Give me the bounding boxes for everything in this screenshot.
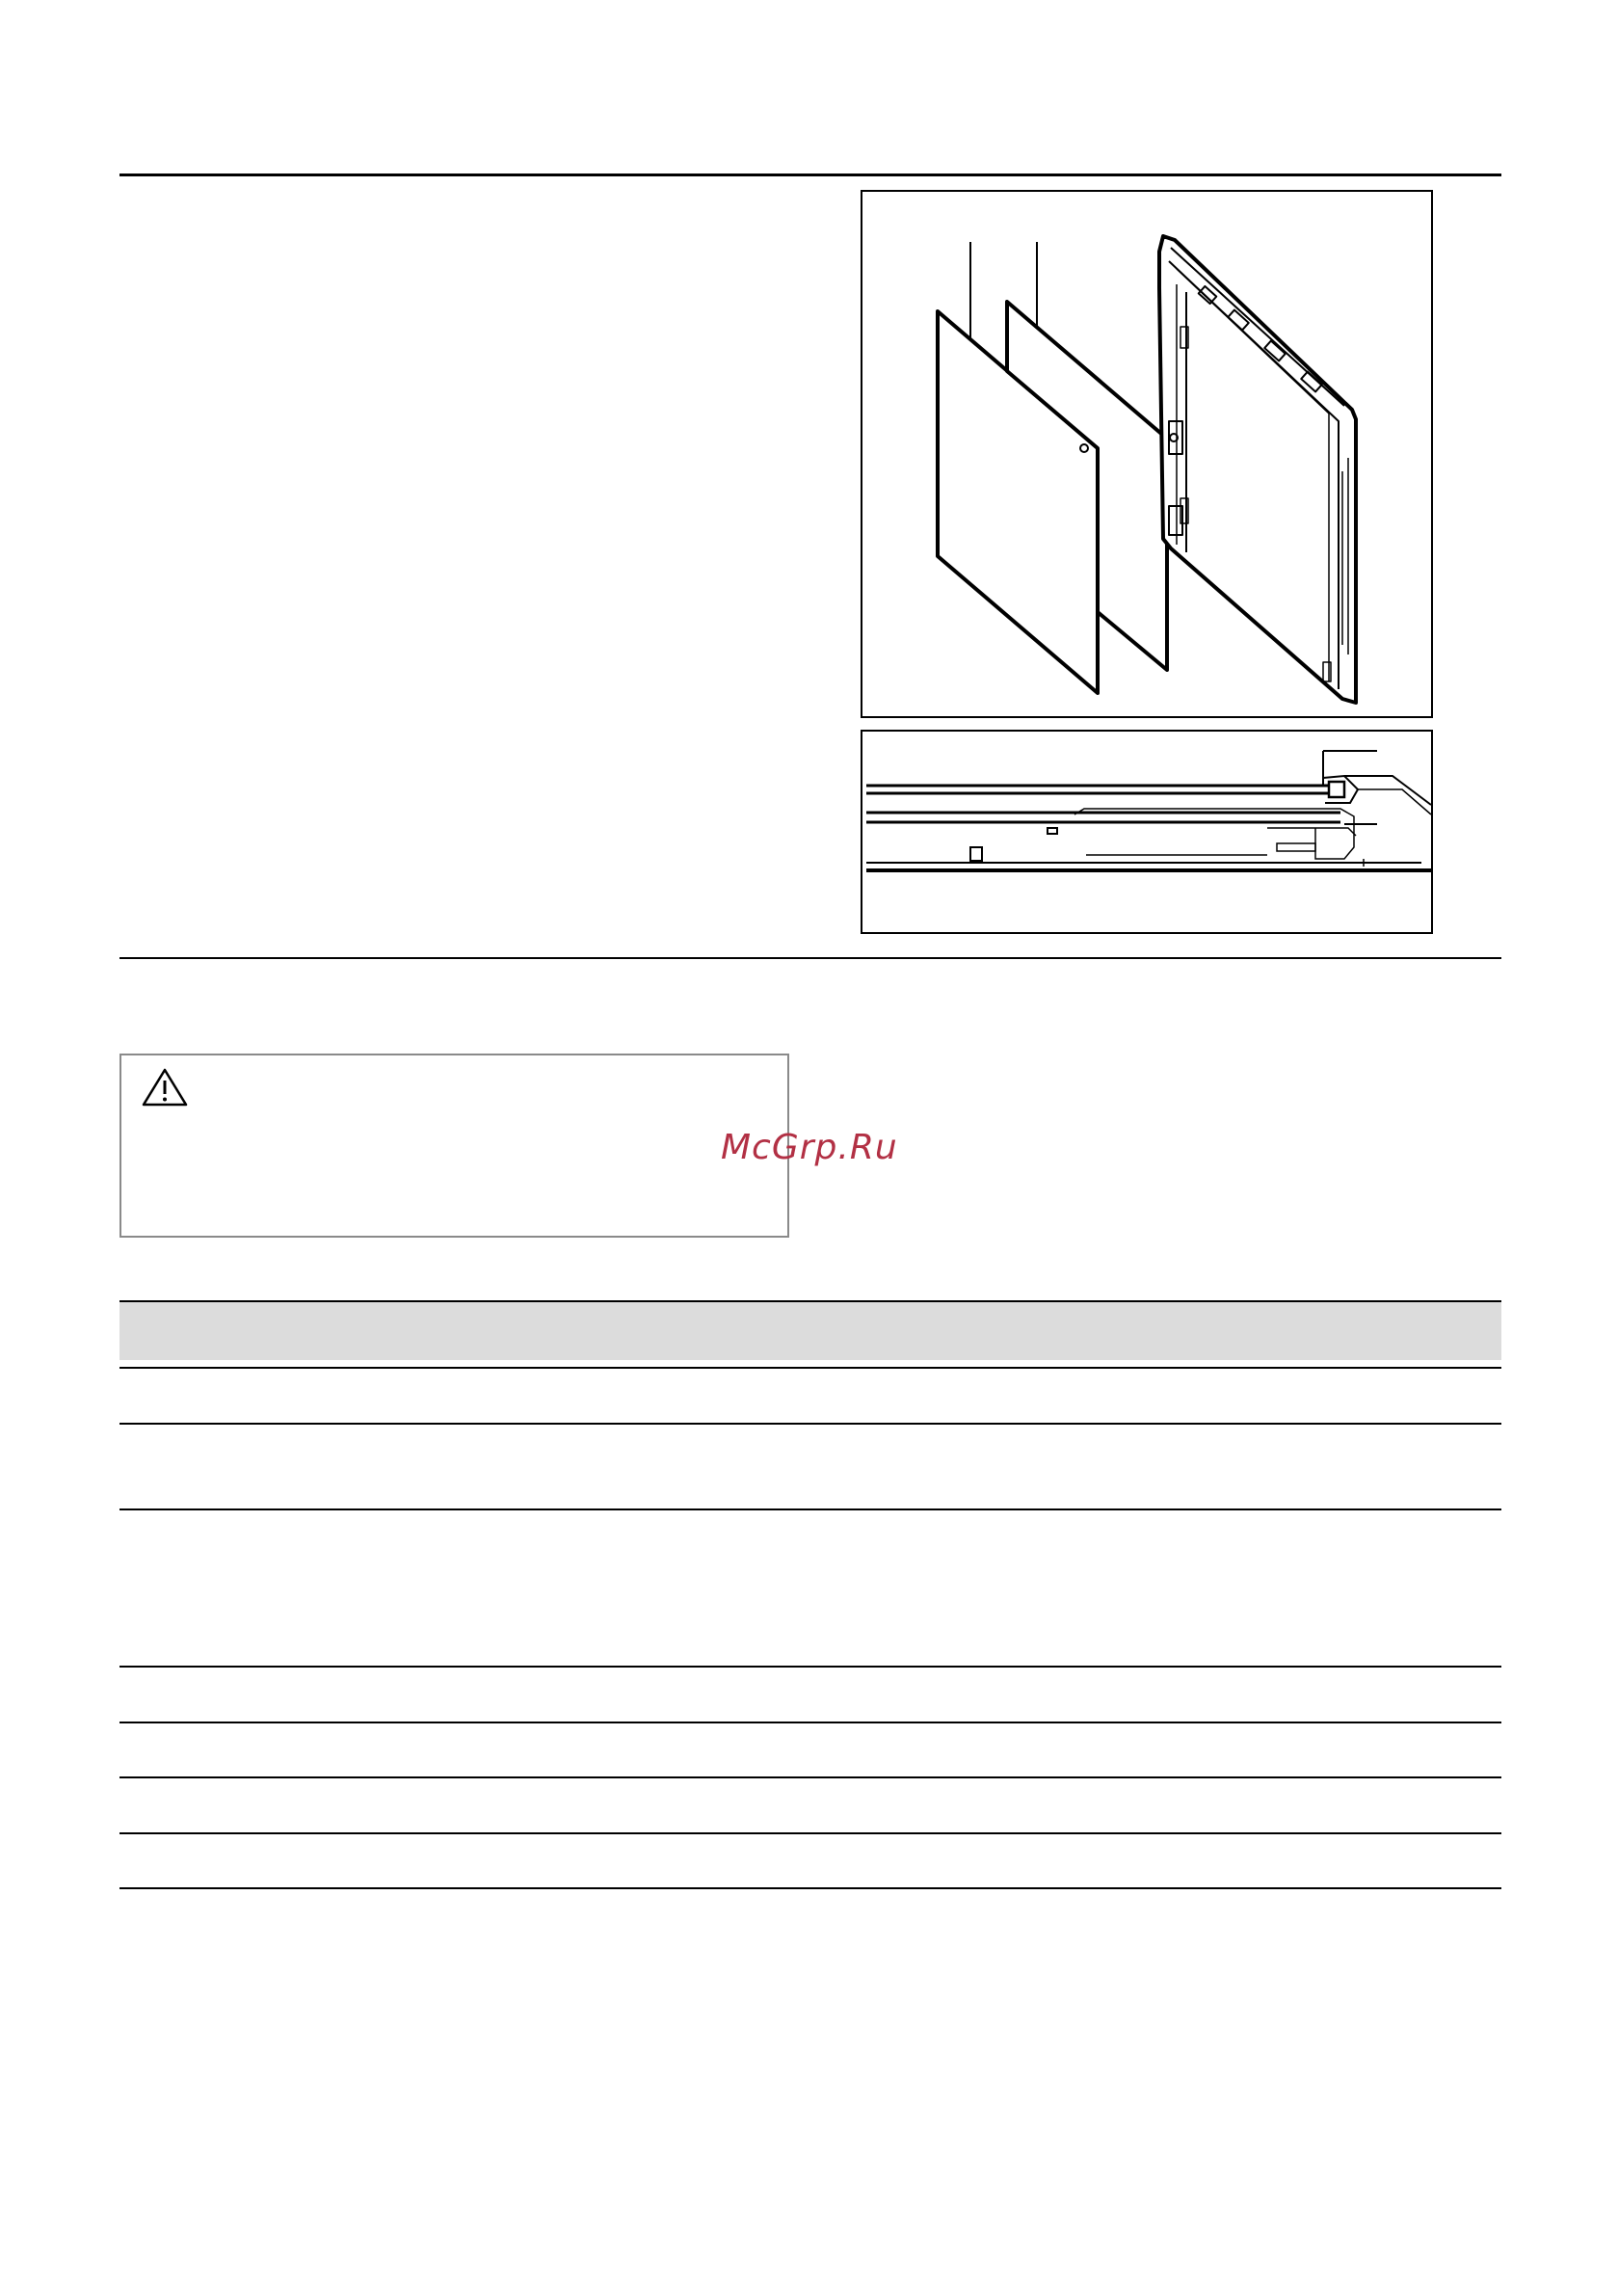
watermark: McGrp.Ru	[721, 1128, 898, 1167]
warning-triangle-icon	[141, 1067, 189, 1111]
oven-door-illustration-icon	[862, 192, 1435, 720]
table-row-divider	[119, 1832, 1501, 1834]
table-row-divider	[119, 1423, 1501, 1425]
top-rule	[119, 174, 1501, 176]
table-row-divider	[119, 1722, 1501, 1723]
table-row-divider	[119, 1776, 1501, 1778]
warning-box	[119, 1054, 789, 1238]
table-row-divider	[119, 1508, 1501, 1510]
glass-section-figure	[861, 730, 1433, 934]
table-row-divider	[119, 1367, 1501, 1369]
table-bottom-rule	[119, 1887, 1501, 1889]
door-glass-figure	[861, 190, 1433, 718]
table-header	[119, 1300, 1501, 1360]
table-row-divider	[119, 1666, 1501, 1668]
cross-section-illustration-icon	[862, 732, 1435, 936]
section-rule	[119, 957, 1501, 959]
